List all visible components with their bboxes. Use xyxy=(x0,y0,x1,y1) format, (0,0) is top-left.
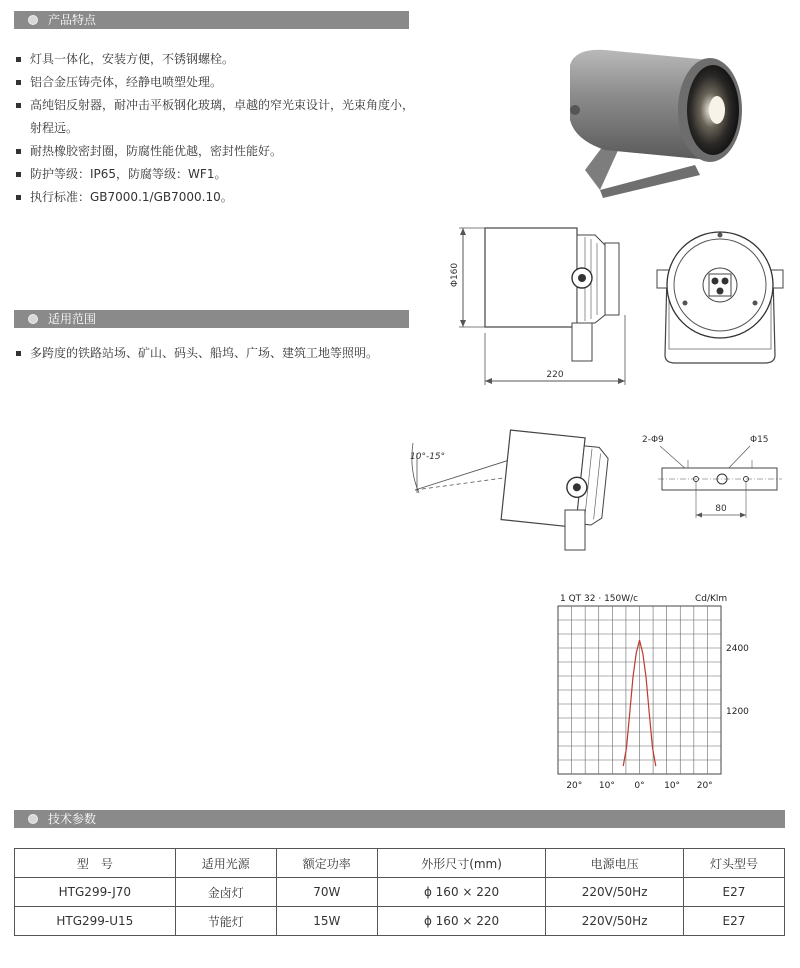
table-cell: E27 xyxy=(683,907,784,936)
chart-x-tick-label: 10° xyxy=(598,781,615,791)
list-item: 执行标准：GB7000.1/GB7000.10。 xyxy=(14,186,414,209)
features-list xyxy=(14,48,414,209)
light-distribution-chart xyxy=(548,590,793,800)
diameter-label: Φ160 xyxy=(450,262,460,288)
length-label: 220 xyxy=(546,370,564,380)
side-view-drawing xyxy=(445,215,635,385)
table-cell: HTG299-U15 xyxy=(15,907,176,936)
chart-y-tick-label: 1200 xyxy=(726,707,749,717)
front-view-drawing xyxy=(655,225,790,370)
bracket-hole-drawing xyxy=(640,430,790,520)
header-lamp-base: 灯头型号 xyxy=(683,849,784,878)
list-item: 耐热橡胶密封圈，防腐性能优越，密封性能好。 xyxy=(14,140,414,163)
holes-label: 2-Φ9 xyxy=(642,435,664,445)
chart-title: 1 QT 32 · 150W/c xyxy=(560,594,639,604)
scope-list xyxy=(14,342,414,365)
scope-section-header xyxy=(14,310,409,328)
chart-x-tick-label: 10° xyxy=(664,781,681,791)
chart-x-tick-label: 0° xyxy=(634,781,645,791)
table-cell: 70W xyxy=(276,878,377,907)
features-title: 产品特点 xyxy=(48,13,97,27)
table-cell: 220V/50Hz xyxy=(546,878,684,907)
table-cell: 金卤灯 xyxy=(175,878,276,907)
list-item: 铝合金压铸壳体，经静电喷塑处理。 xyxy=(14,71,414,94)
features-section-header xyxy=(14,11,409,29)
tech-section-header xyxy=(14,810,785,828)
header-voltage: 电源电压 xyxy=(546,849,684,878)
section-bullet-icon xyxy=(28,314,38,324)
section-bullet-icon xyxy=(28,814,38,824)
hole-spacing-label: 80 xyxy=(715,504,727,514)
header-model: 型 号 xyxy=(15,849,176,878)
tech-spec-table xyxy=(14,848,785,936)
chart-y-tick-label: 2400 xyxy=(726,644,749,654)
table-cell: ϕ 160 × 220 xyxy=(377,907,546,936)
list-item: 灯具一体化，安装方便，不锈钢螺栓。 xyxy=(14,48,414,71)
tilt-label: 10°-15° xyxy=(410,452,446,462)
table-row xyxy=(15,907,785,936)
scope-title: 适用范围 xyxy=(48,312,97,326)
section-bullet-icon xyxy=(28,15,38,25)
table-row xyxy=(15,878,785,907)
table-cell: 15W xyxy=(276,907,377,936)
list-item: 防护等级：IP65，防腐等级：WF1。 xyxy=(14,163,414,186)
tilt-view-drawing xyxy=(405,415,635,565)
product-photo xyxy=(545,40,795,200)
list-item: 多跨度的铁路站场、矿山、码头、船坞、广场、建筑工地等照明。 xyxy=(14,342,414,365)
table-cell: 节能灯 xyxy=(175,907,276,936)
chart-x-tick-label: 20° xyxy=(566,781,583,791)
header-power: 额定功率 xyxy=(276,849,377,878)
table-cell: ϕ 160 × 220 xyxy=(377,878,546,907)
table-cell: 220V/50Hz xyxy=(546,907,684,936)
center-hole-label: Φ15 xyxy=(750,435,769,445)
table-cell: HTG299-J70 xyxy=(15,878,176,907)
table-cell: E27 xyxy=(683,878,784,907)
tech-title: 技术参数 xyxy=(48,812,97,826)
list-item: 高纯铝反射器，耐冲击平板钢化玻璃，卓越的窄光束设计，光束角度小，射程远。 xyxy=(14,94,414,140)
header-light-source: 适用光源 xyxy=(175,849,276,878)
chart-unit-label: Cd/Klm xyxy=(695,594,728,604)
table-header-row xyxy=(15,849,785,878)
chart-x-tick-label: 20° xyxy=(696,781,713,791)
header-dimensions: 外形尺寸(mm) xyxy=(377,849,546,878)
